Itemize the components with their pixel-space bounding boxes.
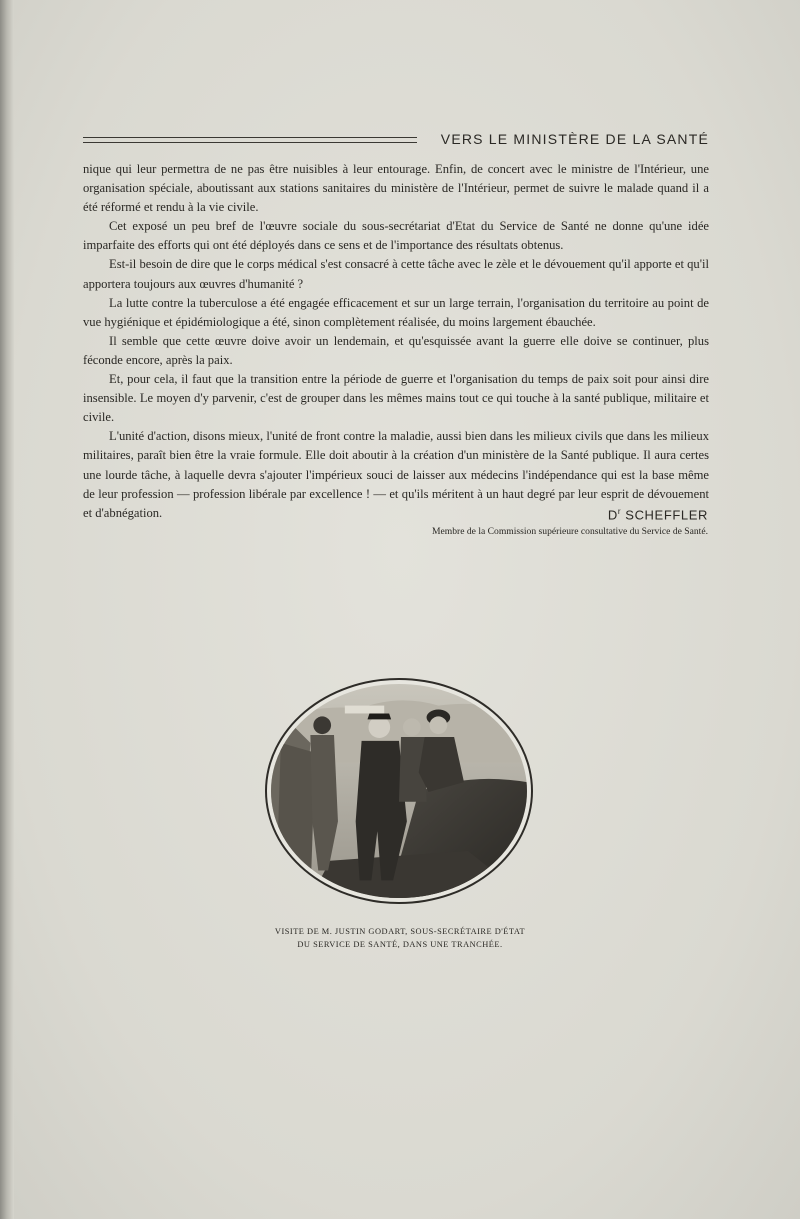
paragraph-7: L'unité d'action, disons mieux, l'unité de front contre la maladie, aussi bien dans les milieux civils que dans les milieux militaires, paraît bien être la vraie formule. Elle doit aboutir à la création d'un ministère de la Santé publique. Il aura certes une lourde tâche, à laquelle devra s'ajouter l'impérieux souci de laisser aux médecins l'indépendance qui est la base même de leur profession — profession libérale par excellence ! — et qu'ils méritent à un haut degré par leur esprit de dévouement et d'abnégation. <box>83 429 709 520</box>
paragraph-3: Est-il besoin de dire que le corps médical s'est consacré à cette tâche avec le zèle et le dévouement qu'il apporte et qu'il apportera toujours aux œuvres d'humanité ? <box>83 257 709 291</box>
header-double-rule <box>83 137 417 143</box>
signature-prefix: D <box>607 507 618 523</box>
book-spine-shadow <box>0 0 14 1219</box>
author-affiliation: Membre de la Commission supérieure consultative du Service de Santé. <box>431 526 708 537</box>
oval-photo-frame <box>265 678 533 904</box>
signature-prefix-sup: r <box>617 507 622 516</box>
signature-name: SCHEFFLER <box>625 507 708 523</box>
header-title: VERS LE MINISTÈRE DE LA SANTÉ <box>440 131 709 147</box>
trench-visit-photo-icon <box>271 684 527 898</box>
paragraph-5: Il semble que cette œuvre doive avoir un lendemain, et qu'esquissée avant la guerre elle doive se continuer, plus féconde encore, après la paix. <box>83 333 709 367</box>
running-header <box>83 131 709 153</box>
caption-line-2: DU SERVICE DE SANTÉ, DANS UNE TRANCHÉE. <box>297 940 503 949</box>
caption-line-1: VISITE DE M. JUSTIN GODART, SOUS-SECRÉTAIRE D'ÉTAT <box>274 927 526 936</box>
paragraph-1: nique qui leur permettra de ne pas être nuisibles à leur entourage. Enfin, de concert avec le ministre de l'Intérieur, une organisation spéciale, aboutissant aux stations sanitaires du ministère de l'Intérieur, permet de suivre le malade quand il a été réformé et rendu à la vie civile. <box>83 162 709 215</box>
photo-caption <box>200 925 600 951</box>
paragraph-6: Et, pour cela, il faut que la transition entre la période de guerre et l'organisation du temps de paix soit pour ainsi dire insensible. Le moyen d'y parvenir, c'est de grouper dans les mêmes mains tout ce qui touche à la santé publique, militaire et civile. <box>83 372 709 425</box>
paragraph-4: La lutte contre la tuberculose a été engagée efficacement et sur un large terrain, l'organisation du territoire au point de vue hygiénique et épidémiologique a été, sinon complètement réalisée, du moins largement ébauchée. <box>83 295 709 329</box>
paragraph-2: Cet exposé un peu bref de l'œuvre sociale du sous-secrétariat d'Etat du Service de Santé ne donne qu'une idée imparfaite des efforts qui ont été déployés dans ce sens et de l'importance des résultats obtenus. <box>83 219 709 253</box>
article-body <box>83 160 709 523</box>
author-signature <box>608 507 708 522</box>
